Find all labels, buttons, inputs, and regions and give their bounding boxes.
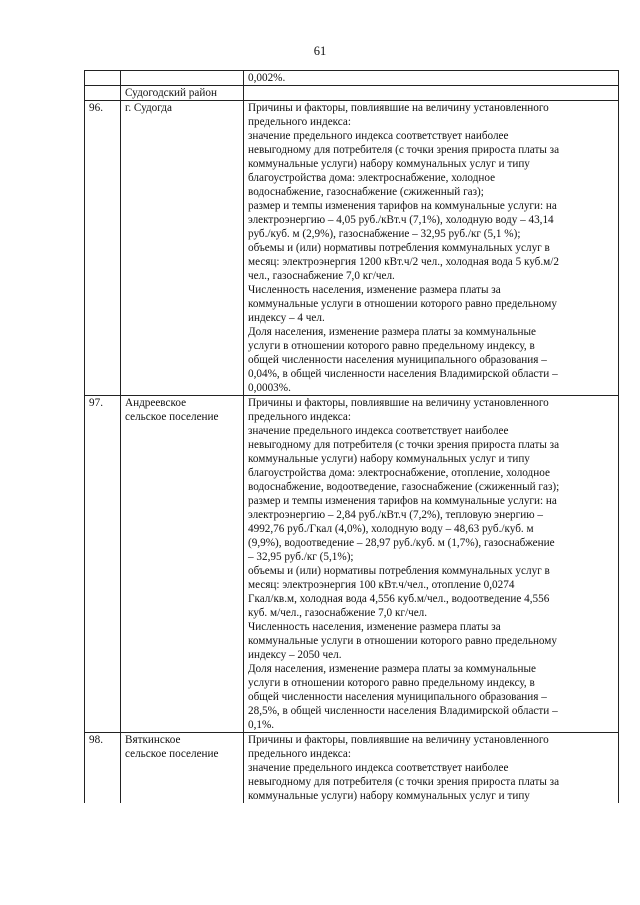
description-cell — [244, 733, 619, 804]
description-line: объемы и (или) нормативы потребления коммунальных услуг в — [248, 565, 550, 577]
description-line: электроэнергию – 2,84 руб./кВт.ч (7,2%), тепловую энергию – — [248, 509, 543, 521]
description-line: месяц: электроэнергия 100 кВт.ч/чел., отопление 0,0274 — [248, 579, 515, 591]
description-line: (9,9%), водоотведение – 28,97 руб./куб. м (1,7%), газоснабжение — [248, 537, 555, 549]
description-line: общей численности населения муниципального образования – — [248, 354, 547, 366]
description-line: Доля населения, изменение размера платы за коммунальные — [248, 326, 536, 338]
description-line: Численность населения, изменение размера платы за — [248, 621, 501, 633]
municipality-cell — [121, 396, 244, 733]
municipality-name: г. Судогда — [125, 102, 172, 114]
table-row — [85, 396, 619, 733]
municipality-cell — [121, 733, 244, 804]
row-number-cell: 98. — [85, 733, 121, 804]
description-line: руб./куб. м (2,9%), газоснабжение – 32,95 руб./кг (5,1 %); — [248, 228, 521, 240]
description-line: предельного индекса: — [248, 748, 351, 760]
description-line: индексу – 4 чел. — [248, 312, 325, 324]
region-header-row — [85, 86, 619, 101]
description-line: коммунальные услуги в отношении которого равно предельному — [248, 298, 557, 310]
municipality-cell — [121, 71, 244, 86]
description-line: Численность населения, изменение размера платы за — [248, 284, 501, 296]
description-cell — [244, 396, 619, 733]
description-line: 0,0003%. — [248, 382, 291, 394]
row-number-cell: 97. — [85, 396, 121, 733]
description-line: значение предельного индекса соответствует наиболее — [248, 130, 509, 142]
description-line: предельного индекса: — [248, 116, 351, 128]
municipality-name: Вяткинское — [125, 734, 181, 746]
description-line: благоустройства дома: электроснабжение, отопление, холодное — [248, 467, 550, 479]
page-number: 61 — [313, 44, 327, 58]
description-line: чел., газоснабжение 7,0 кг/чел. — [248, 270, 395, 282]
municipality-name: Андреевское — [125, 397, 187, 409]
description-line: Причины и факторы, повлиявшие на величину установленного — [248, 102, 549, 114]
description-line: невыгодному для потребителя (с точки зрения прироста платы за — [248, 144, 560, 156]
description-line: невыгодному для потребителя (с точки зрения прироста платы за — [248, 439, 560, 451]
description-line: 4992,76 руб./Гкал (4,0%), холодную воду – 48,63 руб./куб. м — [248, 523, 534, 535]
description-line: благоустройства дома: электроснабжение, холодное — [248, 172, 496, 184]
description-line: Причины и факторы, повлиявшие на величину установленного — [248, 734, 549, 746]
description-line: электроэнергию – 4,05 руб./кВт.ч (7,1%), холодную воду – 43,14 — [248, 214, 554, 226]
description-line: коммунальные услуги) набору коммунальных услуг и типу — [248, 453, 530, 465]
description-line: водоснабжение, водоотведение, газоснабжение (сжиженный газ); — [248, 481, 560, 493]
municipality-name: сельское поселение — [125, 748, 219, 760]
description-line: – 32,95 руб./кг (5,1%); — [248, 551, 354, 563]
table-row — [85, 101, 619, 396]
description-line: куб. м/чел., газоснабжение 7,0 кг/чел. — [248, 607, 428, 619]
row-number-cell — [85, 71, 121, 86]
tariff-index-table — [84, 70, 619, 803]
table-row — [85, 733, 619, 804]
description-line: коммунальные услуги) набору коммунальных услуг и типу — [248, 158, 530, 170]
municipality-name: сельское поселение — [125, 411, 219, 423]
description-line: 0,04%, в общей численности населения Владимирской области – — [248, 368, 558, 380]
description-line: месяц: электроэнергия 1200 кВт.ч/2 чел., холодная вода 5 куб.м/2 — [248, 256, 559, 268]
description-line: водоснабжение, газоснабжение (сжиженный газ); — [248, 186, 484, 198]
region-name: Судогодский район — [121, 86, 244, 101]
description-line: объемы и (или) нормативы потребления коммунальных услуг в — [248, 242, 550, 254]
description-line: 28,5%, в общей численности населения Владимирской области – — [248, 705, 558, 717]
description-line: значение предельного индекса соответствует наиболее — [248, 425, 509, 437]
description-line: услуги в отношении которого равно предельному индексу, в — [248, 677, 535, 689]
municipality-cell — [121, 101, 244, 396]
continuation-row — [85, 71, 619, 86]
description-line: индексу – 2050 чел. — [248, 649, 342, 661]
description-line: значение предельного индекса соответствует наиболее — [248, 762, 509, 774]
description-line: размер и темпы изменения тарифов на коммунальные услуги: на — [248, 200, 557, 212]
description-line: Гкал/кв.м, холодная вода 4,556 куб.м/чел., водоотведение 4,556 — [248, 593, 550, 605]
row-number-cell: 96. — [85, 101, 121, 396]
description-line: Причины и факторы, повлиявшие на величину установленного — [248, 397, 549, 409]
description-line: коммунальные услуги) набору коммунальных услуг и типу — [248, 790, 530, 802]
description-line: 0,1%. — [248, 719, 275, 731]
description-cell — [244, 71, 619, 86]
description-line: невыгодному для потребителя (с точки зрения прироста платы за — [248, 776, 560, 788]
description-cell — [244, 101, 619, 396]
description-line: услуги в отношении которого равно предельному индексу, в — [248, 340, 535, 352]
description-line: коммунальные услуги в отношении которого равно предельному — [248, 635, 557, 647]
description-line: 0,002%. — [248, 72, 286, 84]
description-line: общей численности населения муниципального образования – — [248, 691, 547, 703]
description-line: размер и темпы изменения тарифов на коммунальные услуги: на — [248, 495, 557, 507]
description-line: предельного индекса: — [248, 411, 351, 423]
description-line: Доля населения, изменение размера платы за коммунальные — [248, 663, 536, 675]
